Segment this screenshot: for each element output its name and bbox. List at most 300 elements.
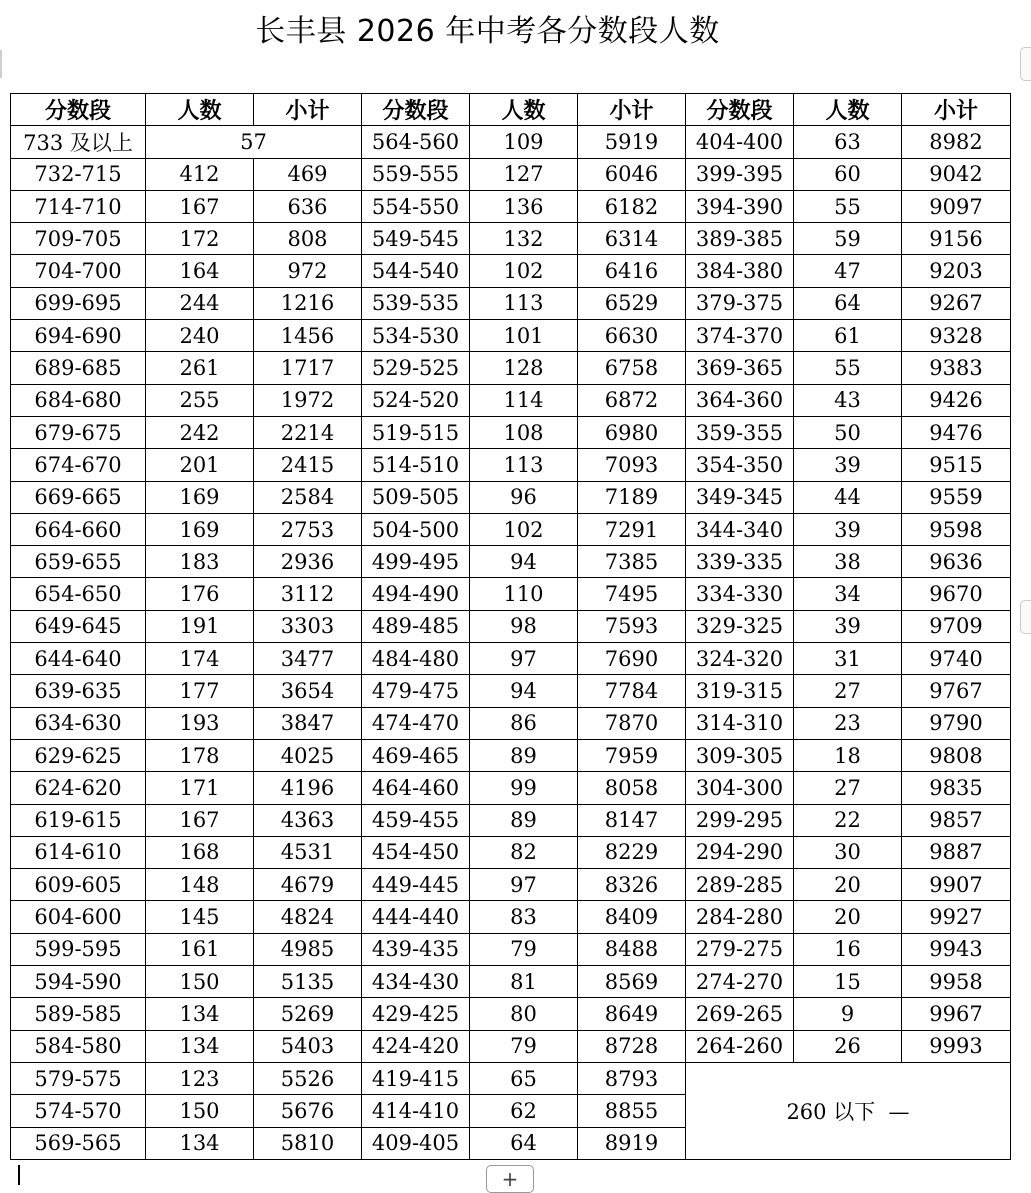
subtotal-cell: 9042 [902,158,1011,190]
table-row [11,933,1011,965]
subtotal-cell: 636 [254,190,362,222]
range-cell: 659-655 [11,546,146,578]
count-cell: 57 [146,126,362,158]
table-row [11,901,1011,933]
count-cell: 171 [146,772,254,804]
header-range: 分数段 [11,94,146,126]
count-cell: 63 [794,126,902,158]
subtotal-cell: 8488 [578,933,686,965]
header-range: 分数段 [686,94,794,126]
subtotal-cell: 6416 [578,255,686,287]
count-cell: 150 [146,1095,254,1127]
range-cell: 619-615 [11,804,146,836]
range-cell: 604-600 [11,901,146,933]
subtotal-cell: 2936 [254,546,362,578]
subtotal-cell: 7093 [578,449,686,481]
count-cell: 167 [146,804,254,836]
range-cell: 732-715 [11,158,146,190]
subtotal-cell: 9740 [902,643,1011,675]
count-cell: 174 [146,643,254,675]
range-cell: 689-685 [11,352,146,384]
range-cell: 474-470 [362,707,470,739]
count-cell: 412 [146,158,254,190]
count-cell: 62 [470,1095,578,1127]
range-cell: 379-375 [686,287,794,319]
count-cell: 102 [470,255,578,287]
count-cell: 178 [146,739,254,771]
range-cell: 304-300 [686,772,794,804]
range-cell: 464-460 [362,772,470,804]
range-cell: 404-400 [686,126,794,158]
count-cell: 43 [794,384,902,416]
count-cell: 136 [470,190,578,222]
header-subtotal: 小计 [578,94,686,126]
table-row [11,707,1011,739]
subtotal-cell: 2214 [254,416,362,448]
subtotal-cell: 9559 [902,481,1011,513]
subtotal-cell: 3112 [254,578,362,610]
count-cell: 55 [794,352,902,384]
range-cell: 394-390 [686,190,794,222]
count-cell: 145 [146,901,254,933]
subtotal-cell: 6314 [578,223,686,255]
count-cell: 30 [794,836,902,868]
subtotal-cell: 972 [254,255,362,287]
range-cell: 494-490 [362,578,470,610]
subtotal-cell: 5676 [254,1095,362,1127]
subtotal-cell: 9993 [902,1030,1011,1062]
range-cell: 479-475 [362,675,470,707]
subtotal-cell: 469 [254,158,362,190]
count-cell: 169 [146,513,254,545]
range-cell: 499-495 [362,546,470,578]
subtotal-cell: 4985 [254,933,362,965]
range-cell: 674-670 [11,449,146,481]
count-cell: 38 [794,546,902,578]
range-cell: 574-570 [11,1095,146,1127]
count-cell: 96 [470,481,578,513]
count-cell: 44 [794,481,902,513]
count-cell: 99 [470,772,578,804]
header-count: 人数 [794,94,902,126]
count-cell: 109 [470,126,578,158]
count-cell: 94 [470,675,578,707]
count-cell: 134 [146,1030,254,1062]
subtotal-cell: 6758 [578,352,686,384]
count-cell: 9 [794,998,902,1030]
range-cell: 264-260 [686,1030,794,1062]
subtotal-cell: 6182 [578,190,686,222]
subtotal-cell: 9958 [902,966,1011,998]
subtotal-cell: 8147 [578,804,686,836]
subtotal-cell: 808 [254,223,362,255]
count-cell: 167 [146,190,254,222]
subtotal-cell: 5810 [254,1127,362,1159]
table-row [11,352,1011,384]
subtotal-cell: 8229 [578,836,686,868]
subtotal-cell: 6872 [578,384,686,416]
subtotal-cell: 5526 [254,1062,362,1094]
range-cell: 314-310 [686,707,794,739]
subtotal-cell: 9515 [902,449,1011,481]
text-cursor [18,1165,20,1185]
range-cell: 359-355 [686,416,794,448]
table-row [11,223,1011,255]
subtotal-cell: 8409 [578,901,686,933]
subtotal-cell: 6630 [578,320,686,352]
subtotal-cell: 7385 [578,546,686,578]
subtotal-cell: 9267 [902,287,1011,319]
table-row [11,1062,1011,1094]
subtotal-cell: 1456 [254,320,362,352]
subtotal-cell: 8326 [578,869,686,901]
subtotal-cell: 8919 [578,1127,686,1159]
range-cell: 299-295 [686,804,794,836]
count-cell: 34 [794,578,902,610]
count-cell: 82 [470,836,578,868]
count-cell: 23 [794,707,902,739]
count-cell: 86 [470,707,578,739]
range-cell: 514-510 [362,449,470,481]
subtotal-cell: 4824 [254,901,362,933]
range-cell: 454-450 [362,836,470,868]
subtotal-cell: 9203 [902,255,1011,287]
range-cell: 334-330 [686,578,794,610]
subtotal-cell: 9636 [902,546,1011,578]
range-cell: 624-620 [11,772,146,804]
subtotal-cell: 8855 [578,1095,686,1127]
count-cell: 31 [794,643,902,675]
count-cell: 27 [794,772,902,804]
count-cell: 113 [470,449,578,481]
range-cell: 714-710 [11,190,146,222]
subtotal-cell: 2415 [254,449,362,481]
table-row [11,481,1011,513]
range-cell: 369-365 [686,352,794,384]
count-cell: 193 [146,707,254,739]
count-cell: 123 [146,1062,254,1094]
subtotal-cell: 9426 [902,384,1011,416]
count-cell: 169 [146,481,254,513]
subtotal-cell: 5269 [254,998,362,1030]
range-cell: 529-525 [362,352,470,384]
page-title: 长丰县 2026 年中考各分数段人数 [255,14,720,49]
range-cell: 679-675 [11,416,146,448]
count-cell: 79 [470,1030,578,1062]
subtotal-cell: 4025 [254,739,362,771]
below-260-cell: 260 以下 — [686,1062,1011,1159]
range-cell: 344-340 [686,513,794,545]
subtotal-cell: 9907 [902,869,1011,901]
count-cell: 39 [794,449,902,481]
count-cell: 22 [794,804,902,836]
range-cell: 399-395 [686,158,794,190]
table-row [11,158,1011,190]
count-cell: 150 [146,966,254,998]
subtotal-cell: 4196 [254,772,362,804]
subtotal-cell: 4679 [254,869,362,901]
table-row [11,546,1011,578]
count-cell: 89 [470,739,578,771]
subtotal-cell: 3477 [254,643,362,675]
range-cell: 434-430 [362,966,470,998]
range-cell: 649-645 [11,610,146,642]
range-cell: 599-595 [11,933,146,965]
range-cell: 324-320 [686,643,794,675]
range-cell: 419-415 [362,1062,470,1094]
range-cell: 459-455 [362,804,470,836]
range-cell: 589-585 [11,998,146,1030]
table-row [11,320,1011,352]
range-cell: 629-625 [11,739,146,771]
subtotal-cell: 9927 [902,901,1011,933]
range-cell: 449-445 [362,869,470,901]
subtotal-cell: 9383 [902,352,1011,384]
range-cell: 269-265 [686,998,794,1030]
count-cell: 39 [794,513,902,545]
subtotal-cell: 2753 [254,513,362,545]
table-row [11,384,1011,416]
table-row [11,126,1011,158]
range-cell: 549-545 [362,223,470,255]
range-cell: 409-405 [362,1127,470,1159]
range-cell: 519-515 [362,416,470,448]
subtotal-cell: 7959 [578,739,686,771]
range-cell: 544-540 [362,255,470,287]
count-cell: 20 [794,901,902,933]
count-cell: 94 [470,546,578,578]
count-cell: 27 [794,675,902,707]
range-cell: 524-520 [362,384,470,416]
count-cell: 15 [794,966,902,998]
range-cell: 733 及以上 [11,126,146,158]
margin-tab-top[interactable] [1020,47,1031,81]
add-row-button[interactable]: + [486,1165,534,1193]
count-cell: 128 [470,352,578,384]
header-count: 人数 [146,94,254,126]
subtotal-cell: 9156 [902,223,1011,255]
score-distribution-table [10,93,1011,1160]
range-cell: 489-485 [362,610,470,642]
count-cell: 101 [470,320,578,352]
count-cell: 61 [794,320,902,352]
count-cell: 108 [470,416,578,448]
count-cell: 64 [470,1127,578,1159]
table-row [11,449,1011,481]
count-cell: 261 [146,352,254,384]
count-cell: 18 [794,739,902,771]
table-row [11,513,1011,545]
header-count: 人数 [470,94,578,126]
count-cell: 26 [794,1030,902,1062]
range-cell: 364-360 [686,384,794,416]
subtotal-cell: 8569 [578,966,686,998]
subtotal-cell: 8058 [578,772,686,804]
range-cell: 509-505 [362,481,470,513]
subtotal-cell: 7784 [578,675,686,707]
range-cell: 349-345 [686,481,794,513]
table-row [11,836,1011,868]
count-cell: 191 [146,610,254,642]
range-cell: 274-270 [686,966,794,998]
subtotal-cell: 9967 [902,998,1011,1030]
range-cell: 564-560 [362,126,470,158]
subtotal-cell: 9598 [902,513,1011,545]
subtotal-cell: 9808 [902,739,1011,771]
count-cell: 80 [470,998,578,1030]
subtotal-cell: 7495 [578,578,686,610]
table-row [11,578,1011,610]
range-cell: 424-420 [362,1030,470,1062]
page-margin-marker [0,50,2,78]
table-row [11,255,1011,287]
subtotal-cell: 6980 [578,416,686,448]
count-cell: 65 [470,1062,578,1094]
subtotal-cell: 9887 [902,836,1011,868]
margin-tab-middle[interactable] [1020,600,1031,634]
subtotal-cell: 6046 [578,158,686,190]
range-cell: 374-370 [686,320,794,352]
count-cell: 64 [794,287,902,319]
table-row [11,998,1011,1030]
count-cell: 132 [470,223,578,255]
count-cell: 102 [470,513,578,545]
range-cell: 294-290 [686,836,794,868]
range-cell: 329-325 [686,610,794,642]
subtotal-cell: 9943 [902,933,1011,965]
subtotal-cell: 8728 [578,1030,686,1062]
range-cell: 279-275 [686,933,794,965]
subtotal-cell: 7593 [578,610,686,642]
table-row [11,287,1011,319]
table-row [11,739,1011,771]
subtotal-cell: 9790 [902,707,1011,739]
range-cell: 569-565 [11,1127,146,1159]
range-cell: 704-700 [11,255,146,287]
count-cell: 134 [146,1127,254,1159]
count-cell: 113 [470,287,578,319]
range-cell: 534-530 [362,320,470,352]
subtotal-cell: 4363 [254,804,362,836]
subtotal-cell: 3303 [254,610,362,642]
range-cell: 594-590 [11,966,146,998]
header-subtotal: 小计 [254,94,362,126]
count-cell: 97 [470,869,578,901]
subtotal-cell: 7690 [578,643,686,675]
count-cell: 255 [146,384,254,416]
count-cell: 20 [794,869,902,901]
range-cell: 469-465 [362,739,470,771]
subtotal-cell: 3654 [254,675,362,707]
count-cell: 242 [146,416,254,448]
count-cell: 176 [146,578,254,610]
count-cell: 148 [146,869,254,901]
header-row [11,94,1011,126]
range-cell: 694-690 [11,320,146,352]
range-cell: 289-285 [686,869,794,901]
subtotal-cell: 2584 [254,481,362,513]
header-subtotal: 小计 [902,94,1011,126]
table-row [11,190,1011,222]
count-cell: 98 [470,610,578,642]
range-cell: 554-550 [362,190,470,222]
subtotal-cell: 9835 [902,772,1011,804]
range-cell: 284-280 [686,901,794,933]
subtotal-cell: 8649 [578,998,686,1030]
count-cell: 83 [470,901,578,933]
table-row [11,966,1011,998]
range-cell: 654-650 [11,578,146,610]
count-cell: 127 [470,158,578,190]
subtotal-cell: 1216 [254,287,362,319]
count-cell: 59 [794,223,902,255]
count-cell: 172 [146,223,254,255]
subtotal-cell: 3847 [254,707,362,739]
subtotal-cell: 9709 [902,610,1011,642]
range-cell: 504-500 [362,513,470,545]
count-cell: 16 [794,933,902,965]
range-cell: 339-335 [686,546,794,578]
range-cell: 614-610 [11,836,146,868]
subtotal-cell: 8982 [902,126,1011,158]
range-cell: 584-580 [11,1030,146,1062]
range-cell: 684-680 [11,384,146,416]
header-range: 分数段 [362,94,470,126]
subtotal-cell: 9328 [902,320,1011,352]
count-cell: 47 [794,255,902,287]
count-cell: 164 [146,255,254,287]
subtotal-cell: 8793 [578,1062,686,1094]
subtotal-cell: 7291 [578,513,686,545]
count-cell: 110 [470,578,578,610]
range-cell: 559-555 [362,158,470,190]
range-cell: 389-385 [686,223,794,255]
table-row [11,804,1011,836]
table-row [11,1030,1011,1062]
range-cell: 309-305 [686,739,794,771]
range-cell: 319-315 [686,675,794,707]
range-cell: 699-695 [11,287,146,319]
range-cell: 429-425 [362,998,470,1030]
range-cell: 354-350 [686,449,794,481]
table-row [11,643,1011,675]
count-cell: 161 [146,933,254,965]
subtotal-cell: 1972 [254,384,362,416]
count-cell: 240 [146,320,254,352]
table-row [11,772,1011,804]
count-cell: 39 [794,610,902,642]
count-cell: 177 [146,675,254,707]
count-cell: 79 [470,933,578,965]
range-cell: 579-575 [11,1062,146,1094]
subtotal-cell: 5403 [254,1030,362,1062]
subtotal-cell: 5135 [254,966,362,998]
subtotal-cell: 6529 [578,287,686,319]
count-cell: 60 [794,158,902,190]
table-row [11,416,1011,448]
range-cell: 664-660 [11,513,146,545]
table-row [11,675,1011,707]
range-cell: 609-605 [11,869,146,901]
range-cell: 644-640 [11,643,146,675]
subtotal-cell: 9857 [902,804,1011,836]
subtotal-cell: 9767 [902,675,1011,707]
count-cell: 89 [470,804,578,836]
subtotal-cell: 1717 [254,352,362,384]
range-cell: 484-480 [362,643,470,675]
range-cell: 634-630 [11,707,146,739]
count-cell: 50 [794,416,902,448]
